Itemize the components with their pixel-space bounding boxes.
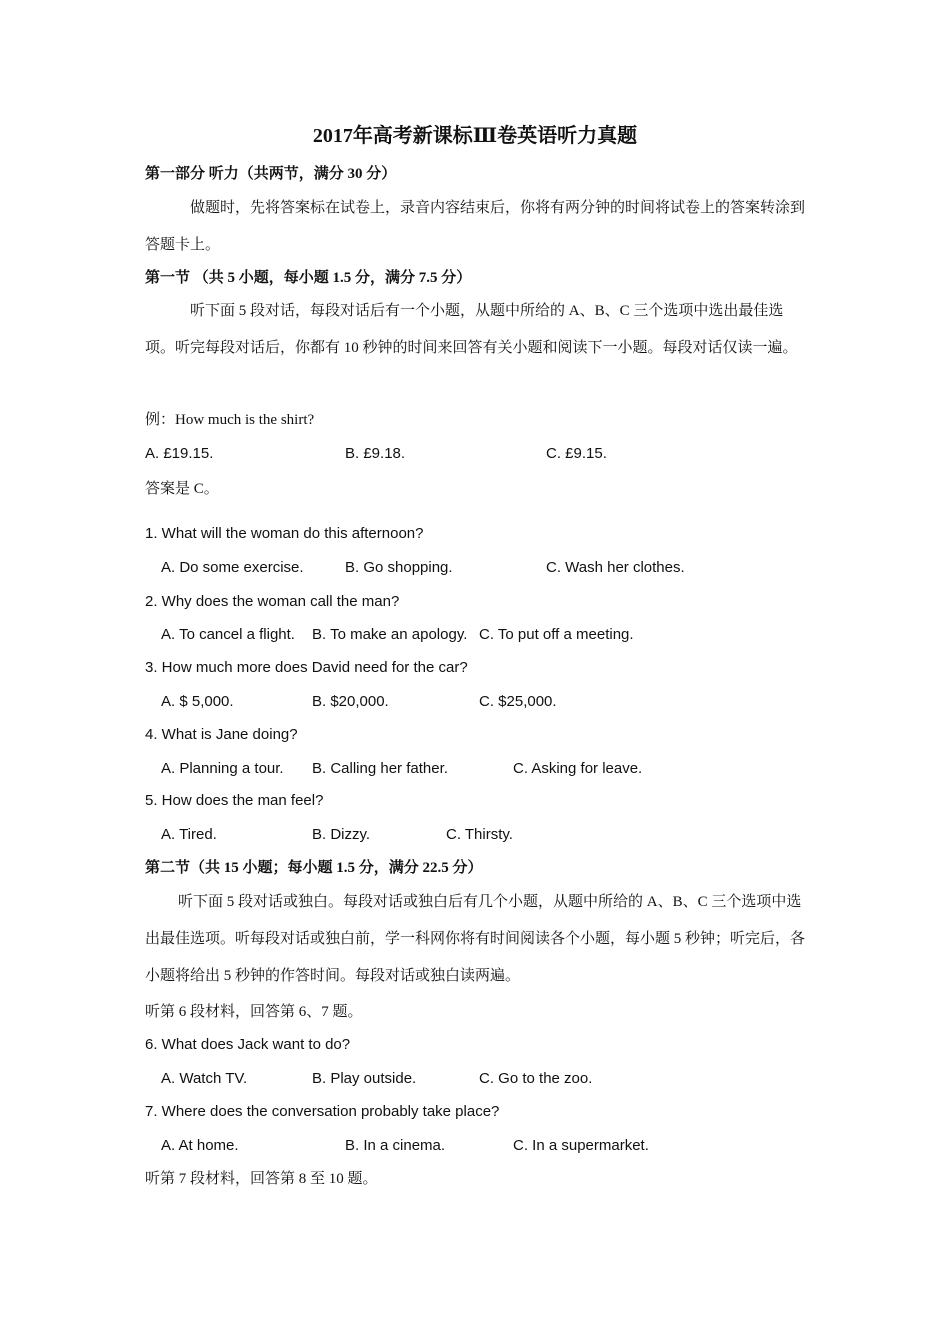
q7-option-b: B. In a cinema. [345,1137,446,1154]
material-6-instruction: 听第 6 段材料，回答第 6、7 题。 [145,1004,363,1020]
q3-option-b: B. $20,000. [312,693,389,710]
part1-intro: 做题时，先将答案标在试卷上，录音内容结束后，你将有两分钟的时间将试卷上的答案转涂到答题卡上。 [145,200,806,253]
material-7-instruction: 听第 7 段材料，回答第 8 至 10 题。 [145,1171,378,1187]
q5-option-a: A. Tired. [161,826,217,843]
q6-option-b: B. Play outside. [312,1070,417,1087]
question-2: 2. Why does the woman call the man? [145,593,400,610]
question-5: 5. How does the man feel? [145,792,324,809]
section2-heading: 第二节（共 15 小题；每小题 1.5 分，满分 22.5 分） [145,860,483,876]
question-3: 3. How much more does David need for the car? [145,659,468,676]
question-7: 7. Where does the conversation probably take place? [145,1103,500,1120]
q1-option-a: A. Do some exercise. [161,559,304,576]
question-6: 6. What does Jack want to do? [145,1036,351,1053]
example-option-a: A. £19.15. [145,445,214,462]
q7-option-a: A. At home. [161,1137,239,1154]
q3-option-c: C. $25,000. [479,693,557,710]
q1-option-c: C. Wash her clothes. [546,559,685,576]
section1-heading: 第一节 （共 5 小题，每小题 1.5 分，满分 7.5 分） [145,270,472,286]
q6-option-a: A. Watch TV. [161,1070,248,1087]
example-answer: 答案是 C。 [145,481,219,497]
q1-option-b: B. Go shopping. [345,559,453,576]
example-option-b: B. £9.18. [345,445,406,462]
section1-intro: 听下面 5 段对话，每段对话后有一个小题，从题中所给的 A、B、C 三个选项中选出最佳选项。听完每段对话后，你都有 10 秒钟的时间来回答有关小题和阅读下一小题。每段对话仅读一遍。 [145,303,798,356]
q2-option-a: A. To cancel a flight. [161,626,295,643]
q7-option-c: C. In a supermarket. [513,1137,649,1154]
q5-option-c: C. Thirsty. [446,826,513,843]
q4-option-b: B. Calling her father. [312,760,448,777]
q4-option-c: C. Asking for leave. [513,760,643,777]
q2-option-c: C. To put off a meeting. [479,626,634,643]
q6-option-c: C. Go to the zoo. [479,1070,593,1087]
question-4: 4. What is Jane doing? [145,726,298,743]
q2-option-b: B. To make an apology. [312,626,468,643]
section2-intro: 听下面 5 段对话或独白。每段对话或独白后有几个小题，从题中所给的 A、B、C 三个选项中选出最佳选项。听每段对话或独白前，学一科网你将有时间阅读各个小题，每小题 5 秒钟；听完后，各小题将给出 5 秒钟的作答时间。每段对话或独白读两遍。 [145,894,806,984]
q3-option-a: A. $ 5,000. [161,693,234,710]
part1-heading: 第一部分 听力（共两节，满分 30 分） [145,166,397,182]
q4-option-a: A. Planning a tour. [161,760,284,777]
page-title: 2017年高考新课标Ⅲ卷英语听力真题 [312,125,638,147]
example-question: 例：How much is the shirt? [145,412,315,428]
example-option-c: C. £9.15. [546,445,607,462]
question-1: 1. What will the woman do this afternoon? [145,525,424,542]
q5-option-b: B. Dizzy. [312,826,371,843]
